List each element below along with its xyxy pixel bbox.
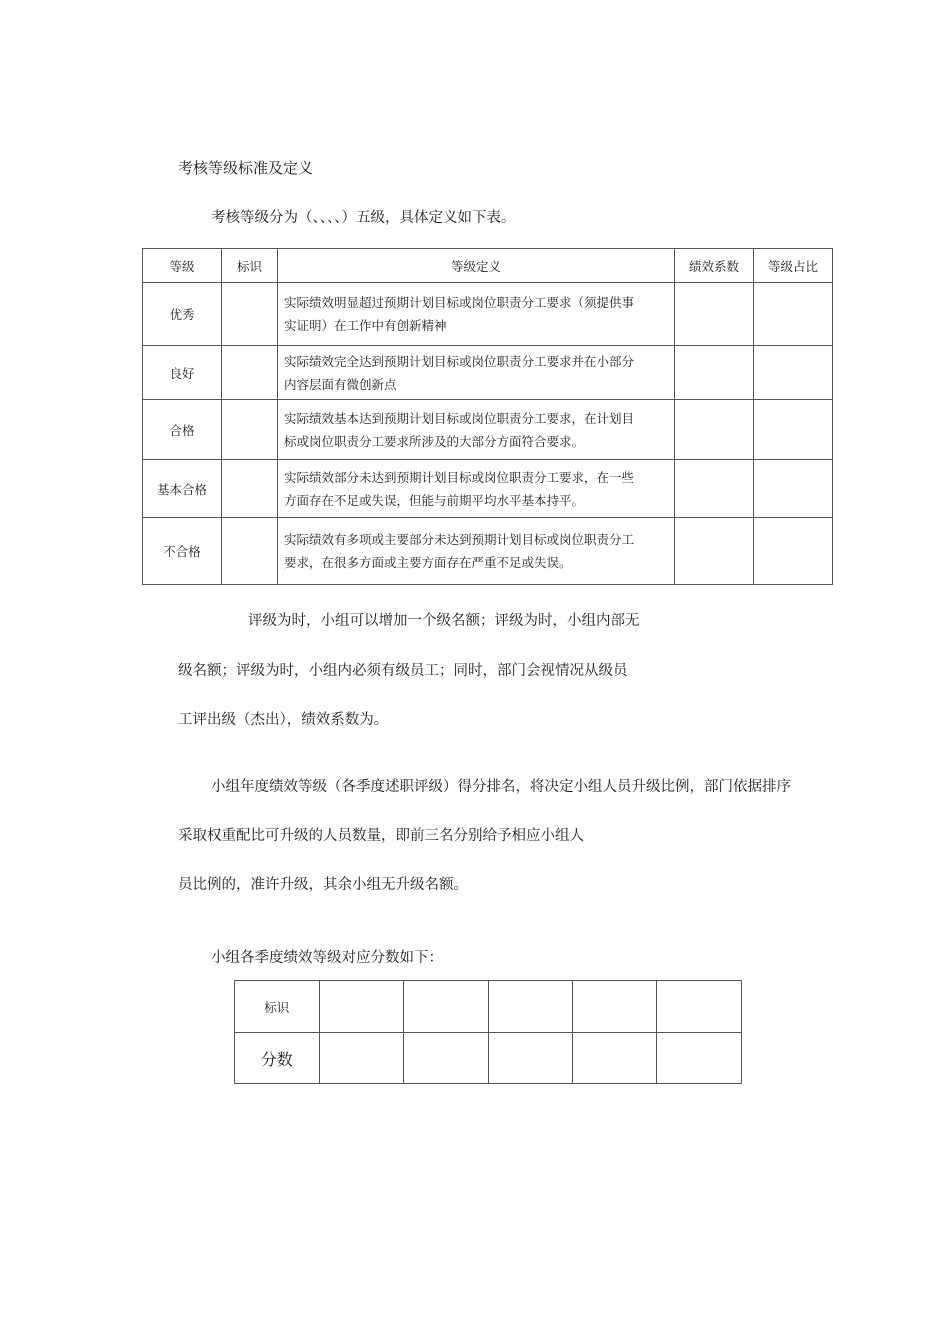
definition-line: 实际绩效有多项或主要部分未达到预期计划目标或岗位职责分工 xyxy=(284,532,635,547)
header-mark: 标识 xyxy=(222,249,278,283)
ratio-cell xyxy=(754,460,833,518)
paragraph-3: 小组各季度绩效等级对应分数如下： xyxy=(211,950,443,966)
score-table xyxy=(234,980,742,1084)
table-header-row xyxy=(143,249,833,283)
definition-line: 实际绩效明显超过预期计划目标或岗位职责分工要求（须提供事 xyxy=(284,295,635,310)
paragraph-1-line-3: 工评出级（杰出），绩效系数为。 xyxy=(178,712,389,728)
score-cell xyxy=(404,1033,488,1084)
table-row xyxy=(143,460,833,518)
mark-cell xyxy=(222,400,278,460)
score-cell xyxy=(572,981,656,1033)
score-row-label: 分数 xyxy=(235,1033,320,1084)
definition-cell xyxy=(278,460,675,518)
definition-line: 方面存在不足或失误，但能与前期平均水平基本持平。 xyxy=(284,492,585,508)
score-cell xyxy=(319,981,403,1033)
mark-row-label: 标识 xyxy=(235,981,320,1033)
ratio-cell xyxy=(754,400,833,460)
definition-line: 实际绩效基本达到预期计划目标或岗位职责分工要求，在计划目 xyxy=(284,410,635,426)
coefficient-cell xyxy=(675,346,754,400)
coefficient-cell xyxy=(675,460,754,518)
paragraph-1-line-2: 级名额；评级为时，小组内必须有级员工；同时，部门会视情况从级员 xyxy=(178,663,628,679)
definition-line: 要求，在很多方面或主要方面存在严重不足或失误。 xyxy=(284,555,572,570)
score-cell xyxy=(488,1033,572,1084)
score-cell xyxy=(657,981,742,1033)
table-row xyxy=(143,283,833,346)
grade-cell: 不合格 xyxy=(143,518,222,585)
score-table-mark-row xyxy=(235,981,742,1033)
section-heading: 考核等级标准及定义 xyxy=(178,159,314,177)
table-row xyxy=(143,400,833,460)
grade-cell: 基本合格 xyxy=(143,460,222,518)
header-grade: 等级 xyxy=(143,249,222,283)
definition-line: 标或岗位职责分工要求所涉及的大部分方面符合要求。 xyxy=(284,433,585,449)
coefficient-cell xyxy=(675,518,754,585)
score-cell xyxy=(404,981,488,1033)
grade-cell: 合格 xyxy=(143,400,222,460)
definition-line: 实证明）在工作中有创新精神 xyxy=(284,318,447,333)
mark-cell xyxy=(222,283,278,346)
score-cell xyxy=(319,1033,403,1084)
score-cell xyxy=(572,1033,656,1084)
coefficient-cell xyxy=(675,400,754,460)
definition-cell xyxy=(278,283,675,346)
mark-cell xyxy=(222,460,278,518)
mark-cell xyxy=(222,518,278,585)
ratio-cell xyxy=(754,283,833,346)
ratio-cell xyxy=(754,346,833,400)
coefficient-cell xyxy=(675,283,754,346)
table-row xyxy=(143,346,833,400)
definition-cell xyxy=(278,518,675,585)
header-ratio: 等级占比 xyxy=(754,249,833,283)
header-definition: 等级定义 xyxy=(278,249,675,283)
paragraph-2-line-2: 采取权重配比可升级的人员数量，即前三名分别给予相应小组人 xyxy=(178,828,584,844)
score-cell xyxy=(657,1033,742,1084)
header-coefficient: 绩效系数 xyxy=(675,249,754,283)
table-row xyxy=(143,518,833,585)
definition-line: 内容层面有微创新点 xyxy=(284,376,397,392)
score-table-score-row xyxy=(235,1033,742,1084)
mark-cell xyxy=(222,346,278,400)
definition-cell xyxy=(278,400,675,460)
paragraph-1-line-1: 评级为时，小组可以增加一个级名额；评级为时，小组内部无 xyxy=(248,613,640,629)
grade-definition-table xyxy=(142,248,833,585)
definition-line: 实际绩效部分未达到预期计划目标或岗位职责分工要求，在一些 xyxy=(284,469,635,485)
grade-cell: 良好 xyxy=(143,346,222,400)
paragraph-2-line-3: 员比例的，准许升级，其余小组无升级名额。 xyxy=(178,877,468,893)
definition-cell xyxy=(278,346,675,400)
ratio-cell xyxy=(754,518,833,585)
intro-paragraph: 考核等级分为（、、、、）五级，具体定义如下表。 xyxy=(211,210,516,226)
grade-cell: 优秀 xyxy=(143,283,222,346)
score-cell xyxy=(488,981,572,1033)
paragraph-2-line-1: 小组年度绩效等级（各季度述职评级）得分排名，将决定小组人员升级比例，部门依据排序 xyxy=(211,779,791,795)
definition-line: 实际绩效完全达到预期计划目标或岗位职责分工要求并在小部分 xyxy=(284,353,635,369)
